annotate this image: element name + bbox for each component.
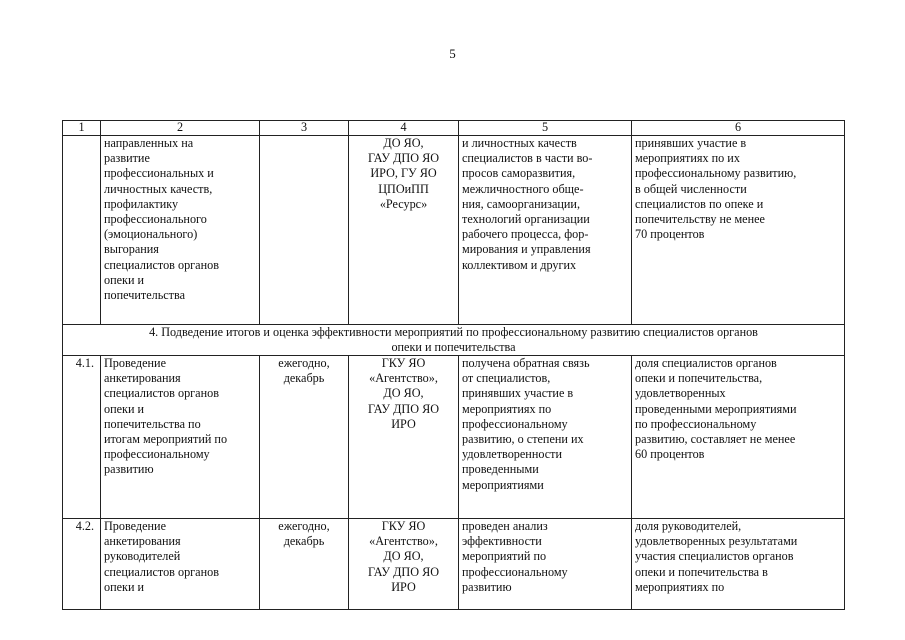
table-row-4-1 [63, 356, 845, 519]
cell-measure: Проведение анкетирования специалистов органов опеки и попечительства по итогам мероприятий по профессиональному развитию [101, 356, 260, 519]
cell-executors: ДО ЯО, ГАУ ДПО ЯО ИРО, ГУ ЯО ЦПОиПП «Ресурс» [349, 136, 459, 325]
header-col-3: 3 [260, 121, 349, 136]
cell-executors: ГКУ ЯО «Агентство», ДО ЯО, ГАУ ДПО ЯО ИРО [349, 519, 459, 610]
header-col-1: 1 [63, 121, 101, 136]
cell-indicator: доля специалистов органов опеки и попечительства, удовлетворенных проведенными мероприятиями по профессиональному развитию, составляет не менее 60 процентов [632, 356, 845, 519]
header-col-6: 6 [632, 121, 845, 136]
cell-result: и личностных качеств специалистов в части во- просов саморазвития, межличностного обще- ния, самоорганизации, технологий организации рабочего процесса, фор- мирования и управления коллективом и других [459, 136, 632, 325]
cell-indicator: принявших участие в мероприятиях по их профессиональному развитию, в общей численности специалистов по опеке и попечительству не менее 70 процентов [632, 136, 845, 325]
cell-number: 4.2. [63, 519, 101, 610]
cell-number [63, 136, 101, 325]
cell-deadline [260, 136, 349, 325]
table-row-continuation [63, 136, 845, 325]
table-row-section-4 [63, 325, 845, 356]
cell-measure: Проведение анкетирования руководителей специалистов органов опеки и [101, 519, 260, 610]
table-row-4-2 [63, 519, 845, 610]
cell-deadline: ежегодно, декабрь [260, 519, 349, 610]
section-heading: 4. Подведение итогов и оценка эффективности мероприятий по профессиональному развитию специалистов органов опеки и попечительства [63, 325, 845, 356]
cell-executors: ГКУ ЯО «Агентство», ДО ЯО, ГАУ ДПО ЯО ИРО [349, 356, 459, 519]
table-header-row [63, 121, 845, 136]
header-col-2: 2 [101, 121, 260, 136]
page-number: 5 [449, 46, 456, 61]
cell-measure: направленных на развитие профессиональных и личностных качеств, профилактику профессионального (эмоционального) выгорания специалистов органов опеки и попечительства [101, 136, 260, 325]
measures-table [62, 120, 845, 610]
header-col-4: 4 [349, 121, 459, 136]
cell-result: получена обратная связь от специалистов, принявших участие в мероприятиях по профессиональному развитию, о степени их удовлетворенности проведенными мероприятиями [459, 356, 632, 519]
cell-number: 4.1. [63, 356, 101, 519]
cell-indicator: доля руководителей, удовлетворенных результатами участия специалистов органов опеки и попечительства в мероприятиях по [632, 519, 845, 610]
cell-result: проведен анализ эффективности мероприятий по профессиональному развитию [459, 519, 632, 610]
cell-deadline: ежегодно, декабрь [260, 356, 349, 519]
header-col-5: 5 [459, 121, 632, 136]
